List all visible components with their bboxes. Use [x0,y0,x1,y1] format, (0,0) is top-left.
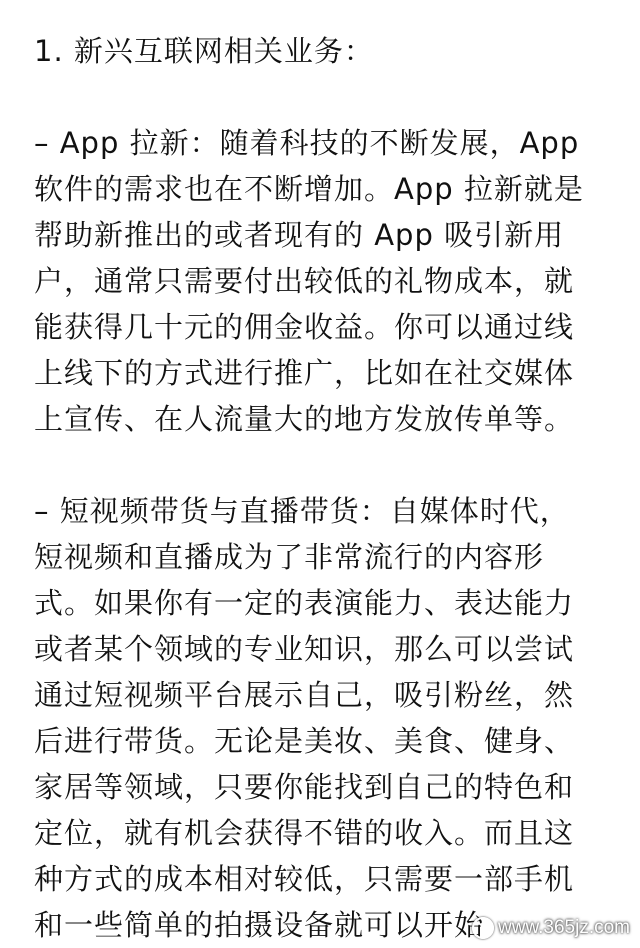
paragraph-gap [34,74,614,120]
site-logo-icon [472,917,494,939]
paragraph-line: 户，通常只需要付出较低的礼物成本，就 [34,264,575,298]
paragraph-line: 家居等领域，只要你能找到自己的特色和 [34,770,575,804]
paragraph-line: 帮助新推出的或者现有的 App 吸引新用 [34,218,565,252]
paragraph-line: 后进行带货。无论是美妆、美食、健身、 [34,724,575,758]
paragraph-app-promotion [34,120,614,442]
paragraph-line: 定位，就有机会获得不错的收入。而且这 [34,816,575,850]
paragraph-line: 通过短视频平台展示自己，吸引粉丝，然 [34,678,575,712]
paragraph-line: 软件的需求也在不断增加。App 拉新就是 [34,172,584,206]
paragraph-line: 上宣传、在人流量大的地方发放传单等。 [34,402,575,436]
document-body [34,28,614,948]
paragraph-line: 式。如果你有一定的表演能力、表达能力 [34,586,575,620]
section-heading: 1. 新兴互联网相关业务： [34,34,374,68]
paragraph-short-video [34,488,614,948]
paragraph-line: 能获得几十元的佣金收益。你可以通过线 [34,310,575,344]
paragraph-line: 或者某个领域的专业知识，那么可以尝试 [34,632,575,666]
site-watermark [472,917,630,939]
watermark-text: www.365jz.com [498,917,630,938]
paragraph-line: 短视频和直播成为了非常流行的内容形 [34,540,545,574]
paragraph-gap [34,442,614,488]
paragraph-line: – App 拉新：随着科技的不断发展，App [34,126,580,160]
paragraph-line: 种方式的成本相对较低，只需要一部手机 [34,862,575,896]
paragraph-line: 和一些简单的拍摄设备就可以开始 [34,908,485,942]
paragraph-line: – 短视频带货与直播带货：自媒体时代， [34,494,570,528]
paragraph-line: 上线下的方式进行推广，比如在社交媒体 [34,356,575,390]
